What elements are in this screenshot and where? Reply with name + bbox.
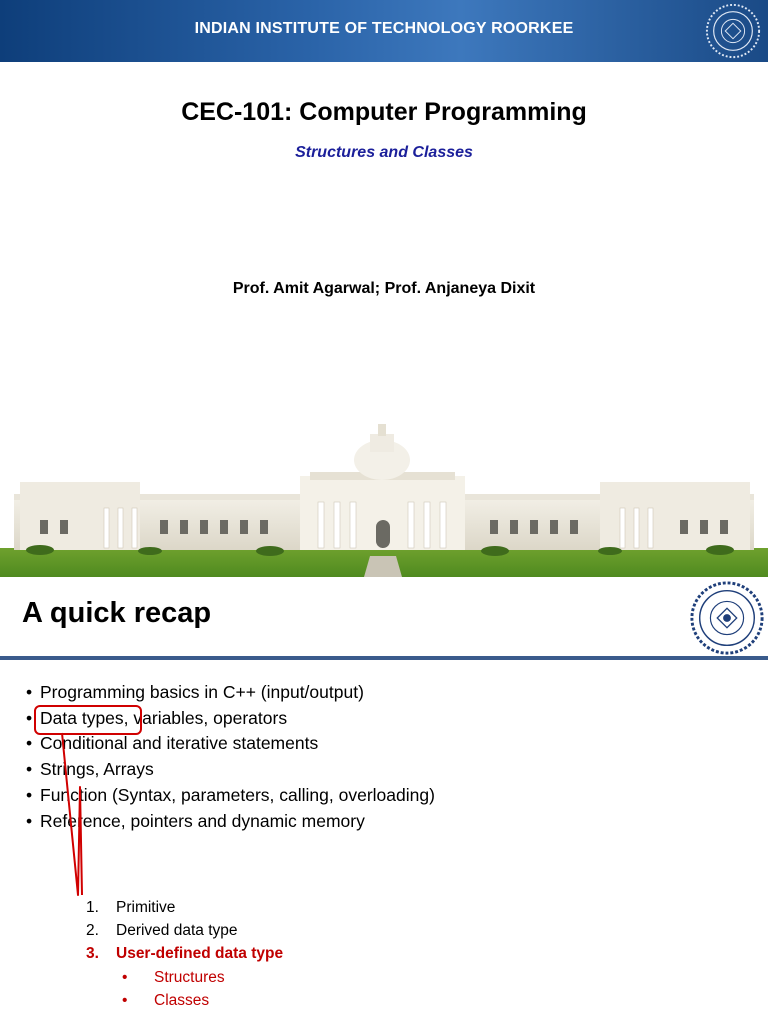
professor-names: Prof. Amit Agarwal; Prof. Anjaneya Dixit bbox=[232, 280, 536, 297]
recap-bullet-list bbox=[26, 680, 435, 834]
iit-roorkee-emblem-icon bbox=[688, 579, 766, 657]
list-item: • Reference, pointers and dynamic memory bbox=[26, 809, 435, 835]
list-item: 2. Derived data type bbox=[86, 922, 238, 940]
bullet-dot-icon: • bbox=[26, 682, 33, 702]
recap-slide bbox=[0, 577, 768, 1024]
title-divider bbox=[0, 656, 768, 660]
bullet-dot-icon: • bbox=[122, 968, 128, 986]
data-type-list bbox=[86, 896, 283, 1012]
bullet-dot-icon: • bbox=[26, 810, 33, 831]
list-item: • Conditional and iterative statements bbox=[26, 731, 435, 757]
slide-title: A quick recap bbox=[22, 597, 212, 629]
list-item: • Structures bbox=[86, 966, 283, 989]
bullet-dot-icon: • bbox=[26, 759, 33, 780]
bullet-dot-icon: • bbox=[122, 991, 128, 1009]
list-item: • Classes bbox=[86, 989, 283, 1012]
list-item: • Programming basics in C++ (input/output) bbox=[26, 680, 435, 706]
list-item: • Data types, variables, operators bbox=[26, 706, 435, 732]
list-item: 3. User-defined data type bbox=[86, 945, 284, 963]
list-item: 1. Primitive bbox=[86, 899, 176, 916]
course-title: CEC-101: Computer Programming bbox=[181, 98, 587, 126]
main-building-photo bbox=[0, 420, 768, 577]
list-item: • Strings, Arrays bbox=[26, 757, 435, 783]
iit-roorkee-emblem-icon bbox=[704, 2, 762, 60]
bullet-dot-icon: • bbox=[26, 707, 33, 728]
lecture-subtitle: Structures and Classes bbox=[295, 144, 473, 161]
list-item: • Function (Syntax, parameters, calling, overloading) bbox=[26, 783, 435, 809]
institute-name: INDIAN INSTITUTE OF TECHNOLOGY ROORKEE bbox=[194, 20, 574, 37]
bullet-dot-icon: • bbox=[26, 784, 33, 805]
bullet-dot-icon: • bbox=[26, 733, 33, 754]
